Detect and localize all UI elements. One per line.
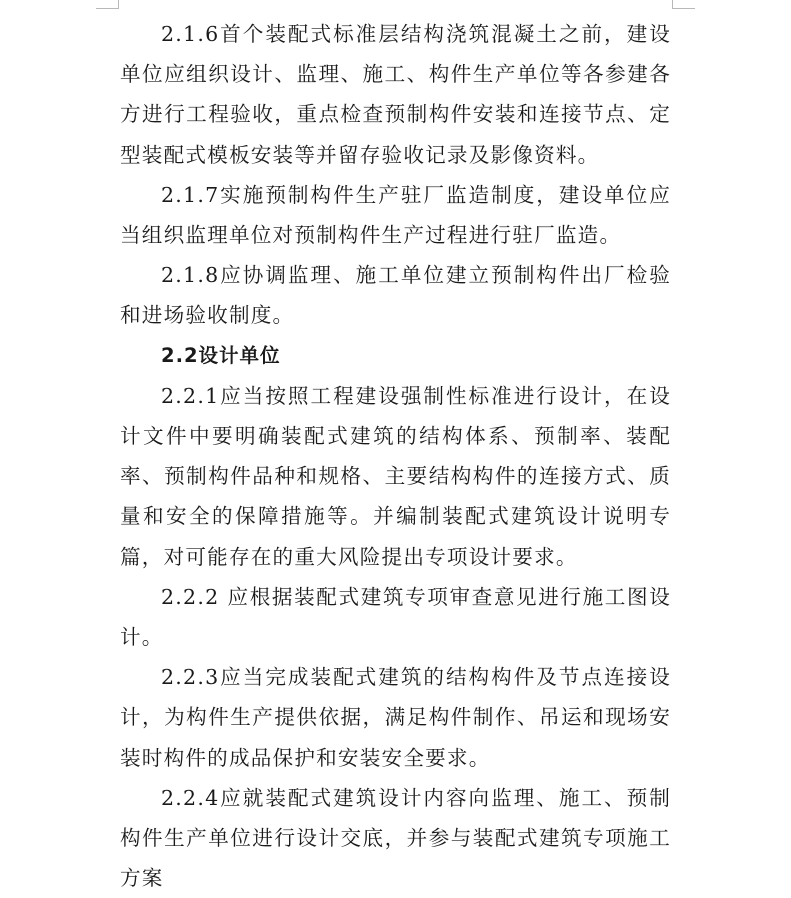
paragraph-2-1-8: 2.1.8应协调监理、施工单位建立预制构件出厂检验和进场验收制度。 (120, 263, 671, 328)
paragraph-2-2-3: 2.2.3应当完成装配式建筑的结构构件及节点连接设计，为构件生产提供依据，满足构件制作、吊运和现场安装时构件的成品保护和安装安全要求。 (120, 665, 671, 770)
paragraph-2-2-4: 2.2.4应就装配式建筑设计内容向监理、施工、预制构件生产单位进行设计交底，并参与装配式建筑专项施工方案 (120, 785, 671, 891)
paragraph-2-2-2: 2.2.2 应根据装配式建筑专项审查意见进行施工图设计。 (120, 584, 671, 650)
page-corner-mark-right (672, 0, 695, 9)
page-corner-mark-left (96, 0, 119, 9)
paragraph-2-1-6: 2.1.6首个装配式标准层结构浇筑混凝土之前，建设单位应组织设计、监理、施工、构件生产单位等各参建各方进行工程验收，重点检查预制构件安装和连接节点、定型装配式模板安装等并留存验收记录及影像资料。 (120, 22, 671, 167)
document-body (120, 14, 671, 898)
section-heading-2-2: 2.2设计单位 (161, 343, 281, 367)
paragraph-2-1-7: 2.1.7实施预制构件生产驻厂监造制度，建设单位应当组织监理单位对预制构件生产过程进行驻厂监造。 (120, 182, 671, 248)
paragraph-2-2-1: 2.2.1应当按照工程建设强制性标准进行设计，在设计文件中要明确装配式建筑的结构体系、预制率、装配率、预制构件品种和规格、主要结构构件的连接方式、质量和安全的保障措施等。并编制装配式建筑设计说明专篇，对可能存在的重大风险提出专项设计要求。 (120, 383, 671, 569)
